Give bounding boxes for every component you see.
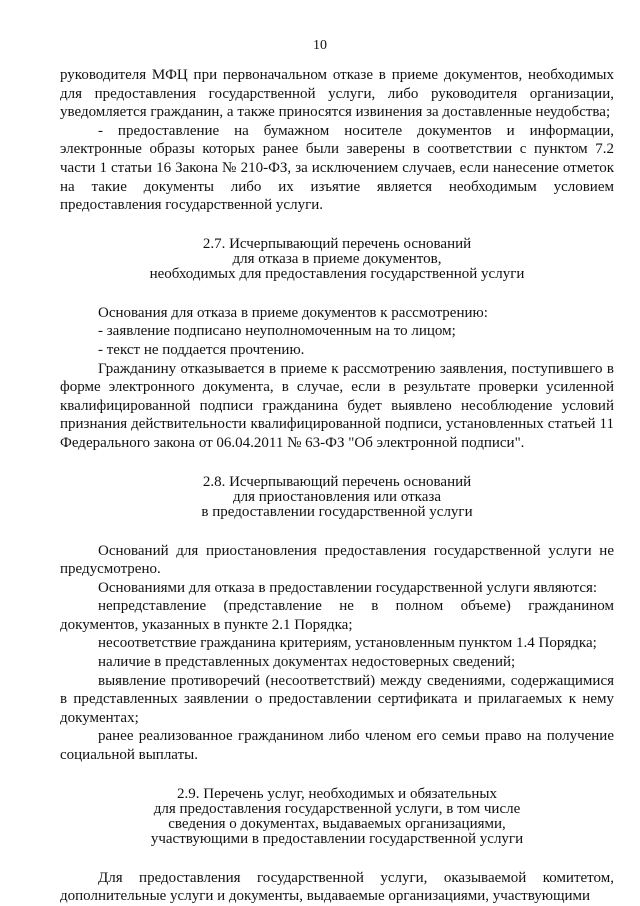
document-body: [60, 66, 614, 906]
paragraph: выявление противоречий (несоответствий) между сведениями, содержащимися в представленных заявлении о предоставлении сертификата и прилагаемых к нему документах;: [60, 672, 614, 726]
paragraph: непредставление (представление не в полном объеме) гражданином документов, указанных в пункте 2.1 Порядка;: [60, 598, 614, 633]
paragraph: Основаниями для отказа в предоставлении государственной услуги являются:: [98, 579, 598, 596]
heading-line: для приостановления или отказа: [233, 488, 441, 505]
paragraph: руководителя МФЦ при первоначальном отказе в приеме документов, необходимых для предоставления государственной услуги, либо руководителя организации, уведомляется гражданин, а также приносятся извинения за доставленные неудобства;: [60, 67, 614, 121]
paragraph: ранее реализованное гражданином либо членом его семьи право на получение социальной выплаты.: [60, 728, 614, 764]
paragraph: несоответствие гражданина критериям, установленным пунктом 1.4 Порядка;: [98, 635, 597, 652]
heading-line: для отказа в приеме документов,: [232, 250, 442, 267]
page-number: 10: [313, 38, 327, 53]
paragraph: Оснований для приостановления предоставления государственной услуги не предусмотрено.: [60, 542, 614, 578]
heading-line: 2.7. Исчерпывающий перечень оснований: [202, 235, 472, 252]
paragraph: Основания для отказа в приеме документов к рассмотрению:: [98, 304, 488, 321]
heading-line: в предоставлении государственной услуги: [201, 503, 473, 520]
heading-line: 2.8. Исчерпывающий перечень оснований: [202, 473, 472, 490]
heading-line: сведения о документах, выдаваемых организациями,: [168, 815, 506, 832]
heading-line: 2.9. Перечень услуг, необходимых и обязательных: [177, 785, 497, 802]
heading-line: необходимых для предоставления государственной услуги: [149, 265, 525, 282]
heading-line: участвующими в предоставлении государственной услуги: [150, 830, 524, 847]
section-heading-2-8: [60, 475, 614, 520]
paragraph: Для предоставления государственной услуги, оказываемой комитетом, дополнительные услуги и документы, выдаваемые организациями, участвующими: [60, 869, 614, 905]
paragraph: - заявление подписано неуполномоченным на то лицом;: [98, 323, 456, 340]
paragraph: Гражданину отказывается в приеме к рассмотрению заявления, поступившего в форме электронного документа, в случае, если в результате проверки усиленной квалифицированной подписи гражданина будет выявлено несоблюдение условий признания действительности квалифицированной подписи, установленных статьей 11 Федерального закона от 06.04.2011 № 63-ФЗ "Об электронной подписи".: [60, 360, 614, 451]
section-heading-2-7: [60, 237, 614, 282]
paragraph: - предоставление на бумажном носителе документов и информации, электронные образы которых ранее были заверены в соответствии с пунктом 7.2 части 1 статьи 16 Закона № 210-ФЗ, за исключением случаев, если нанесение отметок на такие документы либо их изъятие является необходимым условием предоставления государственной услуги.: [60, 122, 614, 214]
section-heading-2-9: [60, 787, 614, 847]
heading-line: для предоставления государственной услуги, в том числе: [153, 800, 521, 817]
paragraph: - текст не поддается прочтению.: [98, 341, 305, 358]
paragraph: наличие в представленных документах недостоверных сведений;: [98, 654, 516, 671]
